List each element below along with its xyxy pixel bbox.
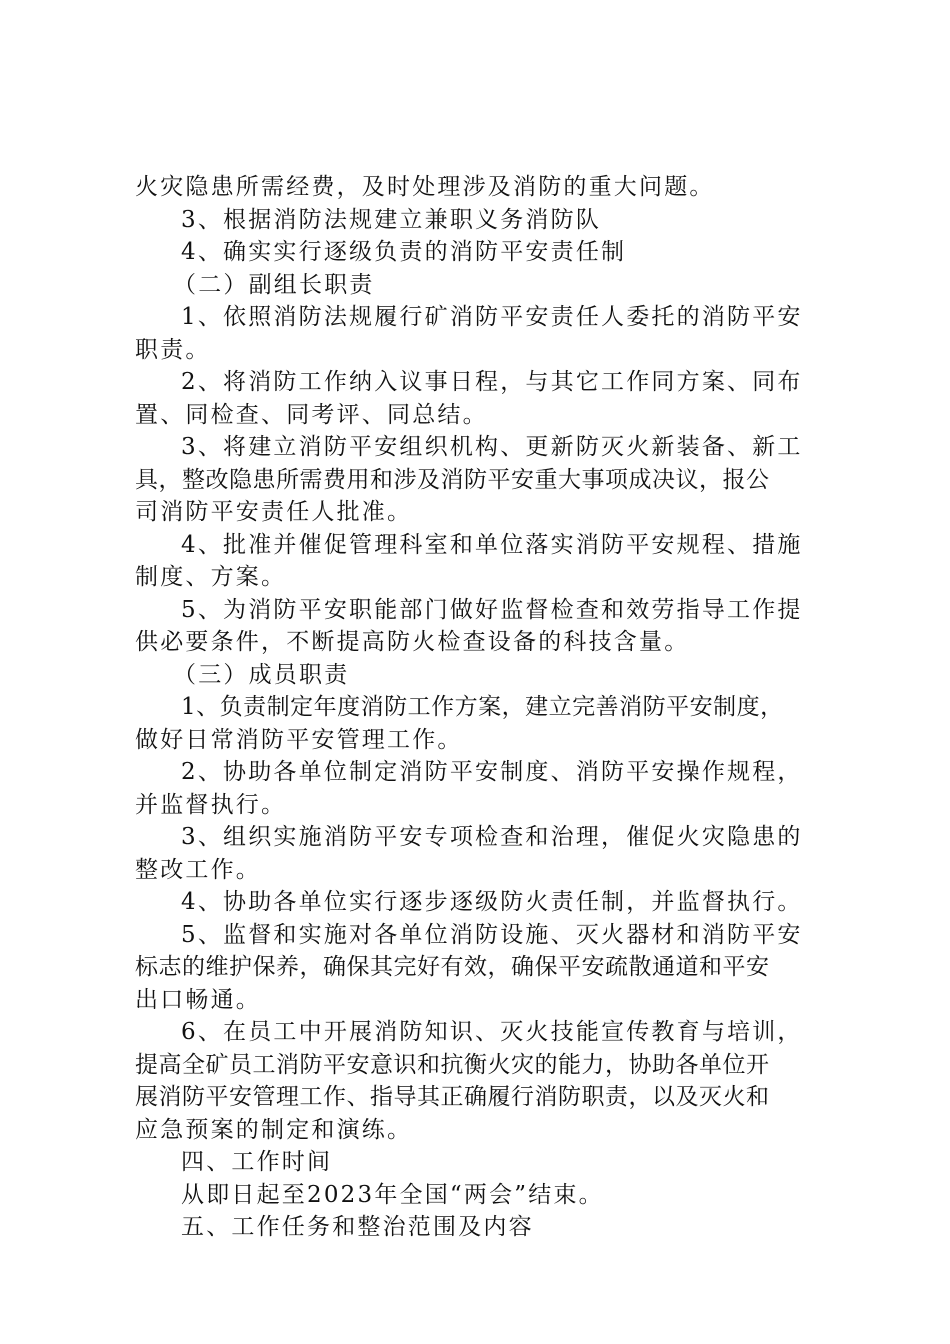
paragraph-line: 3、组织实施消防平安专项检查和治理，催促火灾隐患的 [181,824,803,850]
paragraph-line: 供必要条件，不断提高防火检查设备的科技含量。 [135,629,690,655]
paragraph-line: 出口畅通。 [135,986,261,1013]
paragraph-line: 6、在员工中开展消防知识、灭火技能宣传教育与培训， [181,1019,803,1045]
section-heading: （三）成员职责 [173,661,350,688]
paragraph-line: 5、为消防平安职能部门做好监督检查和效劳指导工作提 [181,596,803,623]
paragraph-line: 做好日常消防平安管理工作。 [135,726,463,753]
paragraph-line: 置、同检查、同考评、同总结。 [135,401,488,428]
paragraph-line: 4、协助各单位实行逐步逐级防火责任制，并监督执行。 [181,889,803,915]
paragraph-line: 1、负责制定年度消防工作方案，建立完善消防平安制度， [181,694,784,720]
paragraph-line: 火灾隐患所需经费，及时处理涉及消防的重大问题。 [135,174,715,200]
paragraph-line: 从即日起至2023年全国“两会”结束。 [181,1181,604,1208]
paragraph-line: 3、根据消防法规建立兼职义务消防队 [181,206,602,233]
paragraph-line: 1、依照消防法规履行矿消防平安责任人委托的消防平安 [181,304,803,330]
paragraph-line: 应急预案的制定和演练。 [135,1116,413,1143]
paragraph-line: 2、协助各单位制定消防平安制度、消防平安操作规程， [181,759,803,785]
paragraph-line: 5、监督和实施对各单位消防设施、灭火器材和消防平安 [181,921,803,948]
paragraph-line: 制度、方案。 [135,564,287,590]
section-heading: 五、工作任务和整治范围及内容 [181,1214,534,1240]
paragraph-line: 标志的维护保养，确保其完好有效，确保平安疏散通道和平安 [135,954,770,980]
paragraph-line: 并监督执行。 [135,791,287,818]
paragraph-line: 具，整改隐患所需费用和涉及消防平安重大事项成决议，报公 [135,466,770,493]
paragraph-line: 整改工作。 [135,856,261,883]
paragraph-line: 提高全矿员工消防平安意识和抗衡火灾的能力，协助各单位开 [135,1051,770,1078]
section-heading: 四、工作时间 [181,1149,333,1175]
section-heading: （二）副组长职责 [173,271,375,298]
document-body [135,171,825,1244]
paragraph-line: 3、将建立消防平安组织机构、更新防灭火新装备、新工 [181,434,803,460]
paragraph-line: 2、将消防工作纳入议事日程，与其它工作同方案、同布 [181,369,803,395]
paragraph-line: 职责。 [135,336,211,363]
paragraph-line: 司消防平安责任人批准。 [135,499,413,525]
paragraph-line: 4、批准并催促管理科室和单位落实消防平安规程、措施 [181,531,803,558]
paragraph-line: 展消防平安管理工作、指导其正确履行消防职责，以及灭火和 [135,1084,770,1110]
paragraph-line: 4、确实实行逐级负责的消防平安责任制 [181,239,627,265]
